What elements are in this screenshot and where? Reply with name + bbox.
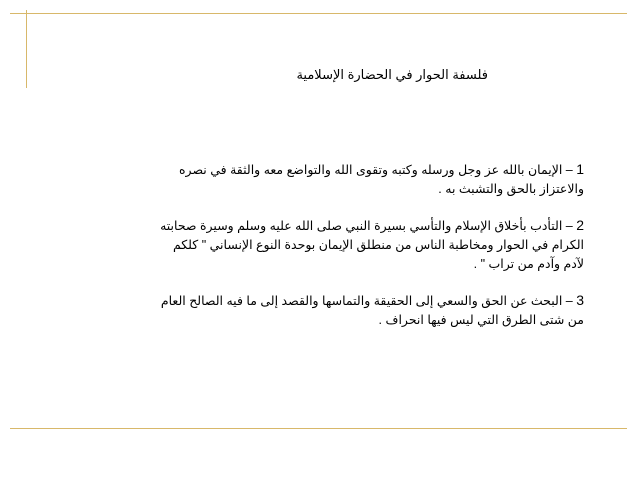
decorative-top-line bbox=[10, 13, 627, 14]
list-item-1-line-1 bbox=[150, 160, 584, 180]
list-item-3-line-2: من شتى الطرق التي ليس فيها انحراف . bbox=[378, 313, 584, 327]
slide-title: فلسفة الحوار في الحضارة الإسلامية bbox=[296, 67, 488, 82]
list-item-2-line-2: الكرام في الحوار ومخاطبة الناس من منطلق الإيمان بوحدة النوع الإنساني " كلكم bbox=[172, 238, 584, 252]
decorative-bottom-line bbox=[10, 428, 627, 429]
item-number: 3 bbox=[576, 292, 584, 308]
item-text: – التأدب بأخلاق الإسلام والتأسي بسيرة النبي صلى الله عليه وسلم وسيرة صحابته bbox=[160, 219, 577, 233]
slide-content bbox=[150, 160, 584, 347]
item-text: – الإيمان بالله عز وجل ورسله وكتبه وتقوى الله والتواضع معه والثقة في نصره bbox=[179, 163, 577, 177]
list-item-2-line-1 bbox=[150, 216, 584, 236]
list-item-3 bbox=[150, 291, 584, 330]
list-item-1-line-2: والاعتزاز بالحق والتشبث به . bbox=[438, 182, 584, 196]
item-text: – البحث عن الحق والسعي إلى الحقيقة والتماسها والقصد إلى ما فيه الصالح العام bbox=[160, 294, 577, 308]
decorative-vertical-line bbox=[26, 10, 27, 88]
list-item-2-line-3: لآدم وآدم من تراب " . bbox=[473, 257, 584, 271]
item-number: 2 bbox=[576, 217, 584, 233]
list-item-3-line-1 bbox=[150, 291, 584, 311]
item-number: 1 bbox=[576, 161, 584, 177]
list-item-1 bbox=[150, 160, 584, 199]
list-item-2 bbox=[150, 216, 584, 274]
